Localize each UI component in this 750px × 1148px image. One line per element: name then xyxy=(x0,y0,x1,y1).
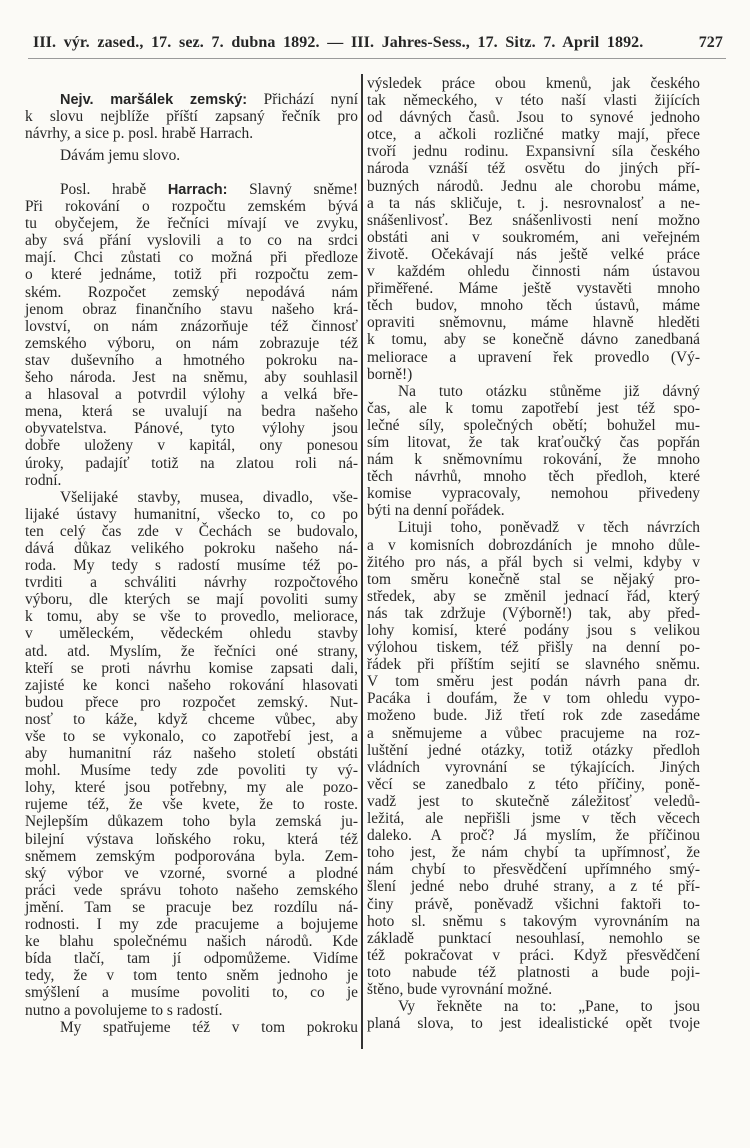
text-line: Nejlepším důkazem toho byla zemská ju- xyxy=(25,813,358,831)
text-line: Vy řekněte na to: „Pane, to jsou xyxy=(398,998,700,1016)
text-line: v každém ohledu činnosti nám ústavou xyxy=(367,263,700,281)
text-line: tak německého, v této naší vlasti žijících xyxy=(367,92,700,110)
text-line: a hlasoval a potvrdil výlohy a velká bře- xyxy=(25,386,358,404)
text-line: opraviti sněmovnu, máme hlavně hleděti xyxy=(367,314,700,332)
text-line: lohy, které jsou potřebny, my ale pozo- xyxy=(25,779,358,797)
text-line: výsledek práce obou kmenů, jak českého xyxy=(367,75,700,92)
text-line: jmění. Tam se pracuje bez rozdílu ná- xyxy=(25,898,358,916)
text-line: lečné síly, společných obětí; bohužel mu- xyxy=(367,416,700,434)
text-line: nosť to káže, když chceme vůbec, aby xyxy=(25,710,358,728)
text-line: nutno a povolujeme to s radostí. xyxy=(25,1001,223,1019)
header-german: III. Jahres-Sess., 17. Sitz. 7. April 1892. xyxy=(350,34,644,51)
text-line: úroky, padajíť totiž na zlatou roli ná- xyxy=(25,454,358,472)
text-line: přiměřené. Máme ještě vystavěti mnoho xyxy=(367,280,700,298)
running-header xyxy=(33,34,723,56)
text-line: Na tuto otázku stůněme již dávný xyxy=(398,382,700,400)
text-line: vládních vyrovnání se týkajících. Jiných xyxy=(367,758,700,776)
text-line: k slovu nejblíže příští zapsaný řečník pro xyxy=(25,108,358,126)
text-line: věcí se zanedbalo z této příčiny, poně- xyxy=(367,775,700,793)
header-czech: III. výr. zased., 17. sez. 7. dubna 1892. — xyxy=(33,34,344,51)
text-line: jenom obraz finančního stavu našeho krá- xyxy=(25,300,358,318)
text-line: výlohou tiskem, též přišly na denní po- xyxy=(367,639,700,657)
left-speech xyxy=(25,181,358,1036)
text-line: kteří se proti návrhu komise zapsati dali, xyxy=(25,659,358,677)
text-line: planá slova, to jest idealistické opět tvoje xyxy=(367,1015,700,1033)
text-line: mají. Chci zůstati co možná při předloze xyxy=(25,249,358,267)
text-line: dává důkaz velikého pokroku našeho ná- xyxy=(25,539,358,557)
text-line: činy právě, poněvadž všichni faktoři to- xyxy=(367,895,700,913)
text-line: Všelijaké stavby, musea, divadlo, vše- xyxy=(60,488,358,506)
text-line: rodní. xyxy=(25,471,62,489)
text-line: k tomu, aby se vše to provedlo, meliorace, xyxy=(25,608,358,626)
text-line: moženo bude. Již třetí rok zde zasedáme xyxy=(367,707,700,725)
text-line: aby svá přání vyslovili a to co na srdci xyxy=(25,232,358,250)
text-line: mena, která se uvalují na bedra našeho xyxy=(25,403,358,421)
text-line: těch budov, mnoho těch ústavů, máme xyxy=(367,297,700,315)
text-line: Dávám jemu slovo. xyxy=(60,147,181,164)
text-line: ský výbor ve vzorné, svorné a plodné xyxy=(25,864,358,882)
text-line: těch návrhů, mnoho těch předloh, které xyxy=(367,468,700,486)
text-line: My spatřujeme též v tom pokroku xyxy=(60,1018,358,1036)
text-line: o které jednáme, totiž při rozpočtu zem- xyxy=(25,266,358,284)
text-line: budou přece pro rozpočet zemský. Nut- xyxy=(25,693,358,711)
text-line: a v komisních dobrozdáních je mnoho důle- xyxy=(367,536,700,554)
text-line: hoto sl. sněmu s takovým vyrovnáním na xyxy=(367,912,700,930)
column-divider xyxy=(361,74,363,1049)
text-line: výboru, dle kterých se mají povoliti sumy xyxy=(25,591,358,609)
text-line: rodnosti. I my zde pracujeme a bojujeme xyxy=(25,916,358,934)
text-line: sím litovat, že tak kraťoučký čas popřán xyxy=(367,433,700,451)
text-line: návrhy, a sice p. posl. hrabě Harrach. xyxy=(25,125,254,143)
text-line: vadž jest to skutečně záležitosť veledů- xyxy=(367,792,700,810)
page-number: 727 xyxy=(698,34,724,51)
text-line: lijaké ústavy humanitní, všecko to, co po xyxy=(25,505,358,523)
text-line: toho jest, že nám chybí ta upřímnosť, že xyxy=(367,844,700,862)
text-line: toto nabude též platnosti a bude poji- xyxy=(367,963,700,981)
text-line: obstáti ani v soukromém, ani veřejném xyxy=(367,228,700,246)
header-rule xyxy=(28,58,726,59)
text-line: tvoří jednu rodinu. Expansivní síla českého xyxy=(367,143,700,161)
text-line: ležitá, ale nepřišli jsme v těch věcech xyxy=(367,810,700,828)
text-line: roda. My tedy s radostí musíme též po- xyxy=(25,557,358,575)
text-line: k tomu, aby se konečně dávno zanedbaná xyxy=(367,331,700,349)
text-line: od dávných časů. Jsou to synové jednoho xyxy=(367,109,700,127)
text-span: : xyxy=(222,182,228,198)
text-line: ten celý čas zde v Čechách se budovalo, xyxy=(25,522,358,540)
text-line: bilejní výstava loňského roku, která též xyxy=(25,830,358,848)
text-line: čas, ale k tomu zapotřebí jest též spo- xyxy=(367,399,700,417)
text-line: meliorace a upravení řek provedlo (Vý- xyxy=(367,348,700,366)
text-line: zajisté ke konci našeho rokování hlasovati xyxy=(25,676,358,694)
text-span: Slavný sněme! xyxy=(249,181,358,198)
text-line: obyvatelstva. Pánové, tyto výlohy jsou xyxy=(25,420,358,438)
text-line: Pacáka i doufám, že v tom ohledu vypo- xyxy=(367,690,700,708)
text-line: základě punktací nesouhlasí, nemohlo se xyxy=(367,929,700,947)
text-line: snášenlivosť. Bez snášenlivosti není možno xyxy=(367,211,700,229)
text-line xyxy=(25,92,358,109)
text-line: sněmem zemským podporována byla. Zem- xyxy=(25,847,358,865)
text-line: lovství, on nám znázorňuje též činnosť xyxy=(25,317,358,335)
text-line: bída tlačí, tam jí odpomůžeme. Vidíme xyxy=(25,950,358,968)
text-line: dobře uloženy v kapitál, ony ponesou xyxy=(25,437,358,455)
text-line: buzných národů. Jednu ale chorobu máme, xyxy=(367,177,700,195)
text-line: štěno, bude vyrovnání možné. xyxy=(367,980,553,998)
text-line: smýšlení a musíme povoliti to, co je xyxy=(25,984,358,1002)
text-line: národa vznáší též osvětu do jiných pří- xyxy=(367,160,700,178)
text-line: nás tak zdržuje (Výborně!) tak, aby před- xyxy=(367,604,700,622)
text-line: lohy komisí, které podány jsou s velikou xyxy=(367,622,700,639)
left-paragraph-floor xyxy=(25,147,358,164)
text-line: a ta nás skličuje, t. j. nesrovnalosť a ne- xyxy=(367,194,700,212)
text-line: býti na denní pořádek. xyxy=(367,502,505,520)
right-column xyxy=(367,75,700,1032)
text-line: řádek při příštím sejití se slavného sněmu. xyxy=(367,656,700,674)
text-line: ském. Rozpočet zemský nepodává nám xyxy=(25,283,358,301)
text-span: Posl. hrabě xyxy=(60,181,147,198)
text-line: stav duševního a hmotného pokroku na- xyxy=(25,351,358,369)
text-line: zemského výboru, on nám zobrazuje též xyxy=(25,334,358,352)
text-line: žitého pro nás, a přál bych si velmi, kdyby v xyxy=(367,553,700,571)
speaker-name: Nejv. maršálek zemský: xyxy=(60,92,248,108)
left-paragraph-marshal xyxy=(25,92,358,143)
text-line: šeho národa. Jest na sněmu, aby souhlasil xyxy=(25,369,358,387)
text-line: tom směru konečně stal se nějaký pro- xyxy=(367,570,700,588)
text-line: tvrditi a schváliti návrhy rozpočtového xyxy=(25,574,358,592)
text-line: borně!) xyxy=(367,365,413,383)
text-line: V tom směru jest podán návrh pana dr. xyxy=(367,673,700,691)
text-line: tu obyčejem, že řečníci mívají ve zvyku, xyxy=(25,215,358,233)
text-span: Přichází nyní xyxy=(263,91,358,108)
text-line: atd. atd. Myslím, že řečníci oné strany, xyxy=(25,642,358,660)
text-line: práci vede správu tohoto našeho zemského xyxy=(25,881,358,899)
text-line: a sněmujeme a vůbec pracujeme na roz- xyxy=(367,724,700,742)
text-line: životě. Očekávají nás ještě velké práce xyxy=(367,245,700,263)
text-line: nám chybí to přesvědčení upřímného smý- xyxy=(367,861,700,879)
text-line: komise vypracovaly, nemohou přivedeny xyxy=(367,485,700,503)
text-line: vše to se vykonalo, co zapotřebí jest, a xyxy=(25,728,358,745)
text-line: luštění jedné otázky, totiž otázky předloh xyxy=(367,741,700,759)
text-line: středek, aby se změnil jednací řád, který xyxy=(367,587,700,605)
text-line: v uměleckém, vědeckém ohledu stavby xyxy=(25,625,358,643)
text-line: aby humanitní ráz našeho století obstáti xyxy=(25,745,358,763)
text-line: šlení jedné nebo druhé strany, a z té pří- xyxy=(367,878,700,896)
text-line: rujeme též, že vše kvete, že to roste. xyxy=(25,796,358,814)
text-line: též pokračovat v práci. Když přesvědčení xyxy=(367,946,700,964)
text-line: tedy, že v tom tento sněm jednoho je xyxy=(25,967,358,985)
text-line: daleko. A proč? Já myslím, že příčinou xyxy=(367,827,700,845)
text-line: mohl. Musíme tedy zde povoliti ty vý- xyxy=(25,762,358,780)
text-line: otce, a ačkoli rozličné matky mají, přece xyxy=(367,126,700,144)
text-line: Lituji toho, poněvadž v těch návrzích xyxy=(398,519,700,537)
text-line: Při rokování o rozpočtu zemském bývá xyxy=(25,198,358,216)
text-line: ke blahu společnému našich národů. Kde xyxy=(25,933,358,951)
text-line xyxy=(25,181,358,198)
text-line: nám k sněmovnímu rokování, že mnoho xyxy=(367,451,700,469)
speaker-name: Harrach xyxy=(167,182,223,198)
